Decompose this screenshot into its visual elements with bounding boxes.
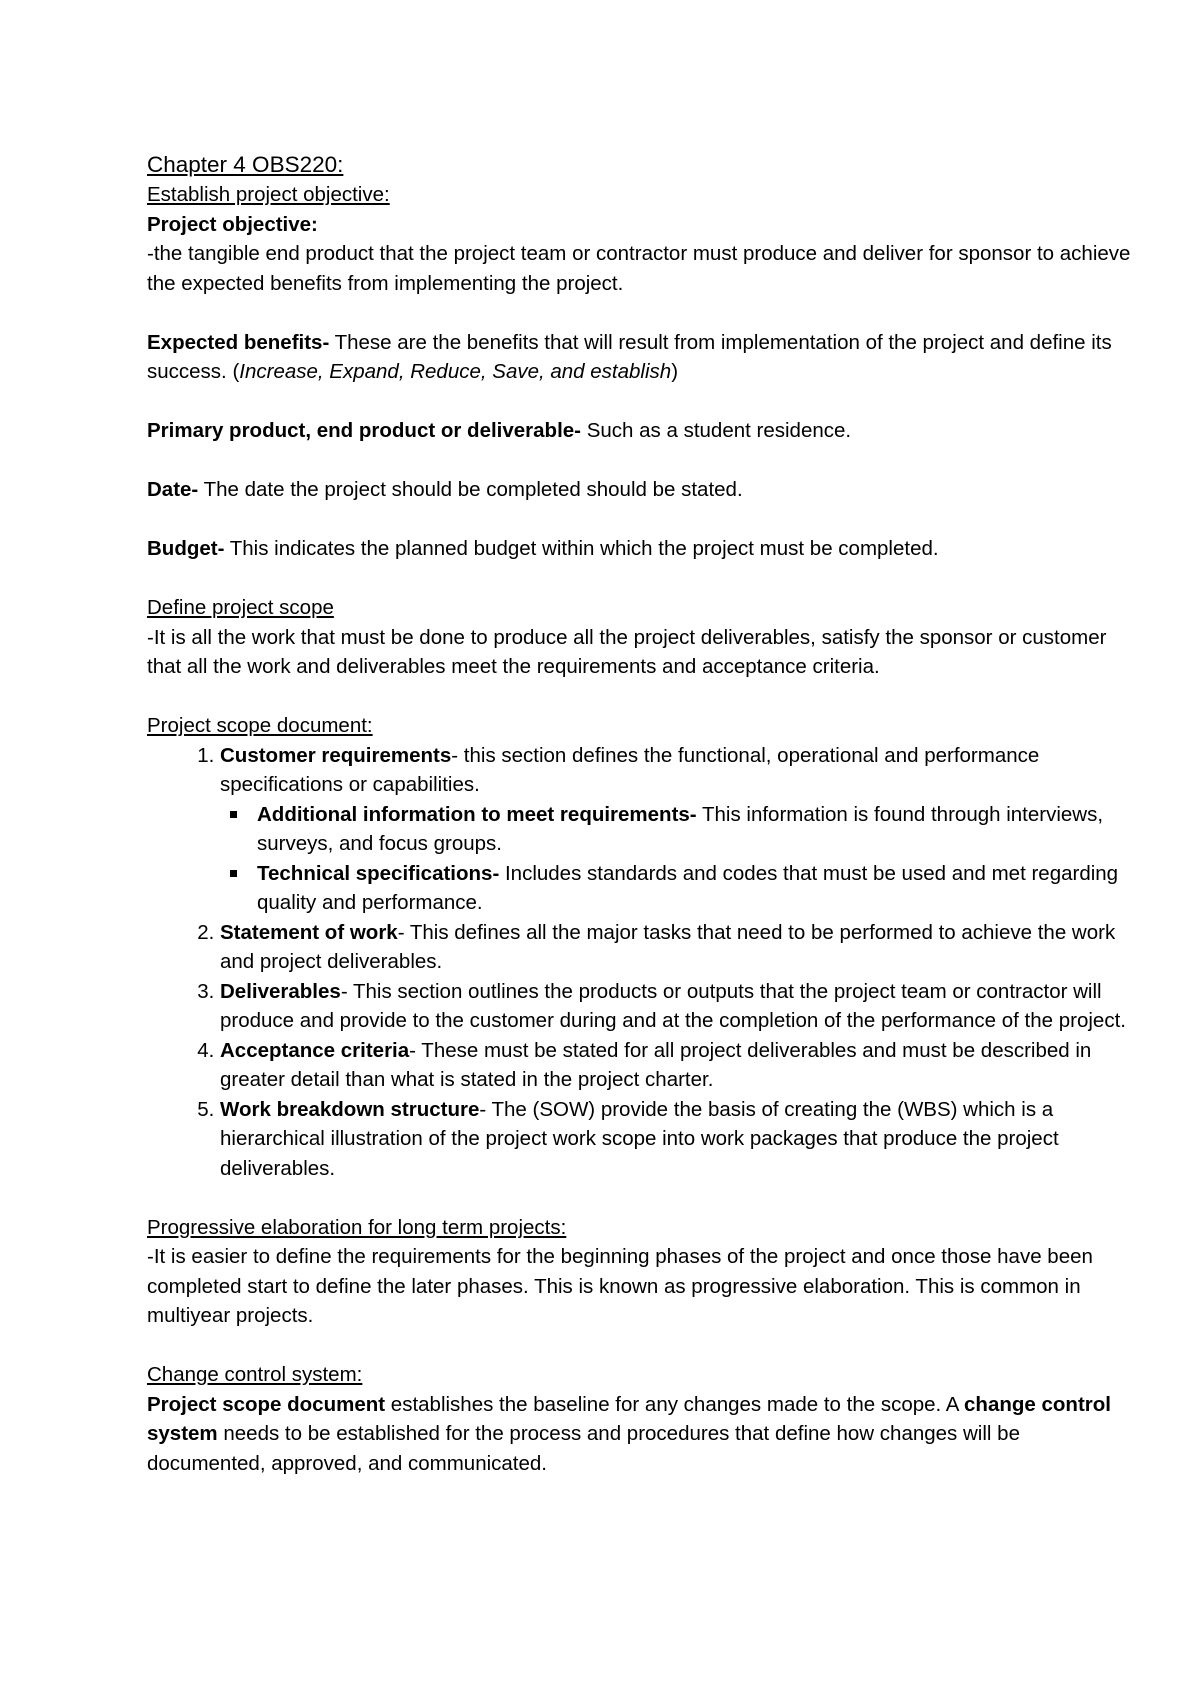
list-item	[220, 741, 1140, 918]
item-term: Deliverables	[220, 979, 341, 1003]
scope-body: -It is all the work that must be done to produce all the project deliverables, satisfy the sponsor or customer that all the work and deliverables meet the requirements and acceptance criteria.	[147, 625, 1107, 678]
objective-body: -the tangible end product that the project team or contractor must produce and deliver for sponsor to achieve the expected benefits from implementing the project.	[147, 242, 1131, 295]
spacer	[147, 446, 1140, 476]
list-item	[220, 977, 1140, 1036]
spacer	[147, 505, 1140, 535]
budget-paragraph	[147, 534, 1140, 564]
change-term-1: Project scope document	[147, 1392, 386, 1416]
item-text: - This defines all the major tasks that need to be performed to achieve the work and project deliverables.	[220, 920, 1116, 973]
change-heading: Change control system:	[147, 1363, 363, 1386]
objective-subheading: Project objective:	[147, 212, 318, 236]
change-term-2: change control system	[147, 1392, 1111, 1445]
item-term: Work breakdown structure	[220, 1097, 480, 1121]
list-item	[220, 918, 1140, 977]
item-text: - This section outlines the products or outputs that the project team or contractor will produce and provide to the customer during and at the completion of the performance of the project.	[220, 979, 1126, 1032]
date-text: The date the project should be completed should be stated.	[198, 478, 743, 501]
item-term: Customer requirements	[220, 743, 452, 767]
item-term: Statement of work	[220, 920, 398, 944]
sub-list-item	[257, 800, 1140, 859]
spacer	[147, 1331, 1140, 1361]
list-item	[220, 1036, 1140, 1095]
benefits-term: Expected benefits-	[147, 330, 330, 354]
item-term: Acceptance criteria	[220, 1038, 410, 1062]
spacer	[147, 298, 1140, 328]
scope-doc-heading: Project scope document:	[147, 714, 373, 737]
benefits-italic: Increase, Expand, Reduce, Save, and establish	[239, 360, 672, 383]
primary-paragraph	[147, 416, 1140, 446]
benefits-close: )	[671, 360, 679, 383]
benefits-text: These are the benefits that will result from implementation of the project and define its success. (	[147, 330, 1112, 383]
sub-item-text: This information is found through interviews, surveys, and focus groups.	[257, 802, 1104, 855]
spacer	[147, 564, 1140, 594]
sub-item-term: Additional information to meet requirements-	[257, 802, 697, 826]
progressive-heading: Progressive elaboration for long term projects:	[147, 1215, 567, 1239]
primary-text: Such as a student residence.	[581, 419, 852, 442]
date-term: Date-	[147, 478, 199, 501]
sub-item-text: Includes standards and codes that must be used and met regarding quality and performance.	[257, 861, 1119, 914]
change-text-2: needs to be established for the process and procedures that define how changes will be documented, approved, and communicated.	[147, 1422, 1020, 1475]
scope-doc-list	[147, 741, 1140, 1184]
budget-term: Budget-	[147, 537, 225, 560]
list-item	[220, 1095, 1140, 1184]
spacer	[147, 1183, 1140, 1213]
item-text: - The (SOW) provide the basis of creating the (WBS) which is a hierarchical illustration of the project work scope into work packages that produce the project deliverables.	[220, 1097, 1059, 1180]
spacer	[147, 682, 1140, 712]
objective-heading: Establish project objective:	[147, 183, 390, 206]
spacer	[147, 387, 1140, 417]
item-text: - this section defines the functional, operational and performance specifications or capabilities.	[220, 743, 1040, 796]
scope-heading: Define project scope	[147, 596, 334, 619]
budget-text: This indicates the planned budget within which the project must be completed.	[224, 537, 939, 560]
benefits-paragraph	[147, 328, 1140, 387]
date-paragraph	[147, 475, 1140, 505]
change-text-1: establishes the baseline for any changes made to the scope. A	[385, 1392, 965, 1416]
primary-term: Primary product, end product or deliverable-	[147, 419, 582, 442]
sub-list-item	[257, 859, 1140, 918]
sub-item-term: Technical specifications-	[257, 861, 500, 885]
page-title: Chapter 4 OBS220:	[147, 152, 344, 177]
progressive-body: -It is easier to define the requirements for the beginning phases of the project and once those have been completed start to define the later phases. This is known as progressive elaboration. This is common in multiyear projects.	[147, 1245, 1093, 1327]
change-paragraph	[147, 1390, 1140, 1479]
item-text: - These must be stated for all project deliverables and must be described in greater detail than what is stated in the project charter.	[220, 1038, 1092, 1091]
sub-list	[220, 800, 1140, 918]
